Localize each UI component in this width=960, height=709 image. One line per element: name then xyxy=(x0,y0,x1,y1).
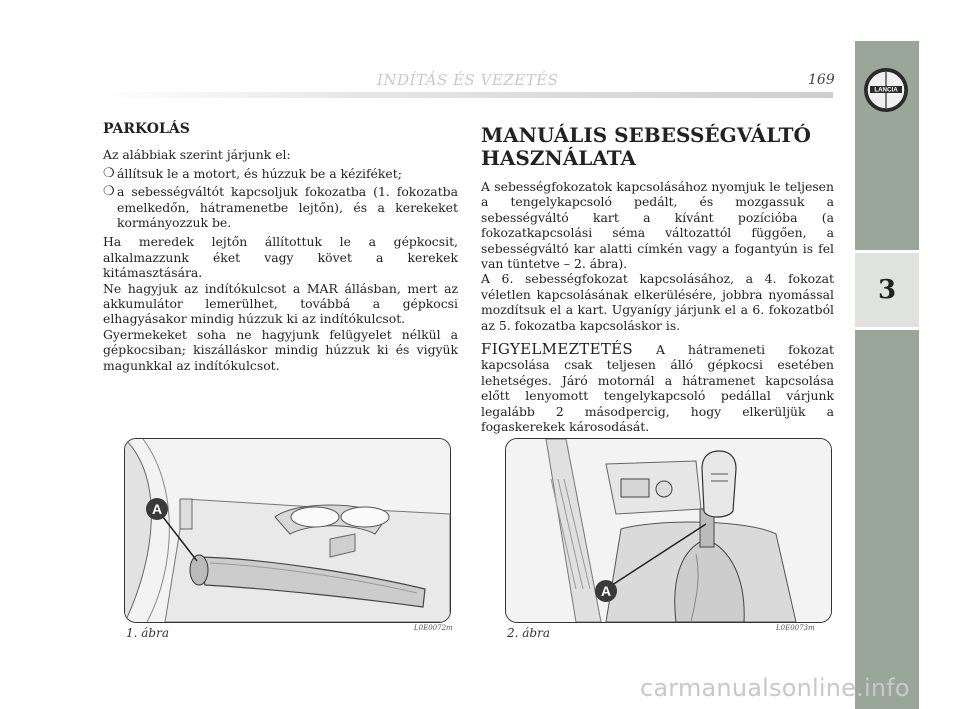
bullet-circle-icon: ❍ xyxy=(103,165,115,181)
parking-section xyxy=(103,122,458,373)
lancia-logo-icon xyxy=(862,66,910,114)
figure-caption: 1. ábra xyxy=(126,626,169,640)
paragraph: Gyermekeket soha ne hagyjunk felügyelet nélkül a gépkocsiban; kiszálláskor mindig húzzuk ki és vigyük magunkkal az indítókulcsot. xyxy=(103,326,458,373)
warning-text: A hátrameneti fokozat kapcsolása csak teljesen álló gépkocsi esetében lehetséges. Járó motornál a hátramenet kapcsolása előtt lenyomott tengelykapcsoló pedállal várjunk legalább 2 másodpercig, hogy elkerüljük a fogaskerekek károsodását. xyxy=(481,342,834,435)
paragraph: A sebességfokozatok kapcsolásához nyomjuk le teljesen a tengelykapcsoló pedált, és mozgassuk a sebességváltó kart a kívánt pozícióba (a fokozatkapcsolási séma változattól függően, a sebességváltó kar alatti címkén vagy a fogantyún is fel van tüntetve – 2. ábra). xyxy=(481,179,834,272)
figure-callout-label: A xyxy=(600,583,612,599)
figure-gear-lever xyxy=(505,438,832,623)
intro-text: Az alábbiak szerint járjunk el: xyxy=(103,147,291,163)
figure-handbrake xyxy=(124,438,451,623)
watermark: carmanualsonline.info xyxy=(640,674,910,702)
paragraph: A 6. sebességfokozat kapcsolásához, a 4. fokozat véletlen kapcsolásának elkerülésére, jobbra nyomással mozdítsuk el a kart. Ugyanígy járjunk el a 6. fokozatból az 5. fokozatba kapcsoláskor is. xyxy=(481,271,834,333)
list-item xyxy=(103,166,458,181)
figure-caption: 2. ábra xyxy=(507,626,550,640)
list-item xyxy=(103,184,458,230)
warning-paragraph xyxy=(481,342,834,434)
chapter-sidebar xyxy=(855,41,919,709)
figure-callout-label: A xyxy=(151,501,163,517)
paragraph: Ne hagyjuk az indítókulcsot a MAR állásban, mert az akkumulátor lemerülhet, továbbá a gépkocsi elhagyásakor mindig húzzuk ki az indítókulcsot. xyxy=(103,280,458,327)
chapter-number: 3 xyxy=(855,250,919,330)
figure-code: L0E0073m xyxy=(776,624,815,632)
figure-code: L0E0072m xyxy=(414,624,453,632)
manual-gearbox-section xyxy=(481,122,834,435)
list-item-text: a sebességváltót kapcsoljuk fokozatba (1. fokozatba emelkedőn, hátramenetbe lejtőn), és a kerekeket kormányozzuk be. xyxy=(117,184,458,231)
handbrake-illustration xyxy=(125,439,450,622)
paragraph: Ha meredek lejtőn állítottuk le a gépkocsit, alkalmazzunk éket vagy követ a kerekek kitámasztására. xyxy=(103,234,458,281)
page-header-title: INDÍTÁS ÉS VEZETÉS xyxy=(377,71,559,89)
page-number: 169 xyxy=(808,72,835,88)
list-item-text: állítsuk le a motort, és húzzuk be a kéziféket; xyxy=(117,165,402,181)
warning-label: FIGYELMEZTETÉS xyxy=(481,340,633,359)
section-heading: PARKOLÁS xyxy=(103,121,190,137)
gear-lever-illustration xyxy=(506,439,831,622)
section-title: MANUÁLIS SEBESSÉGVÁLTÓ HASZNÁLATA xyxy=(481,123,811,170)
logo-text: LANCIA xyxy=(874,86,898,94)
bullet-circle-icon: ❍ xyxy=(103,184,115,200)
header-rule xyxy=(102,92,833,98)
